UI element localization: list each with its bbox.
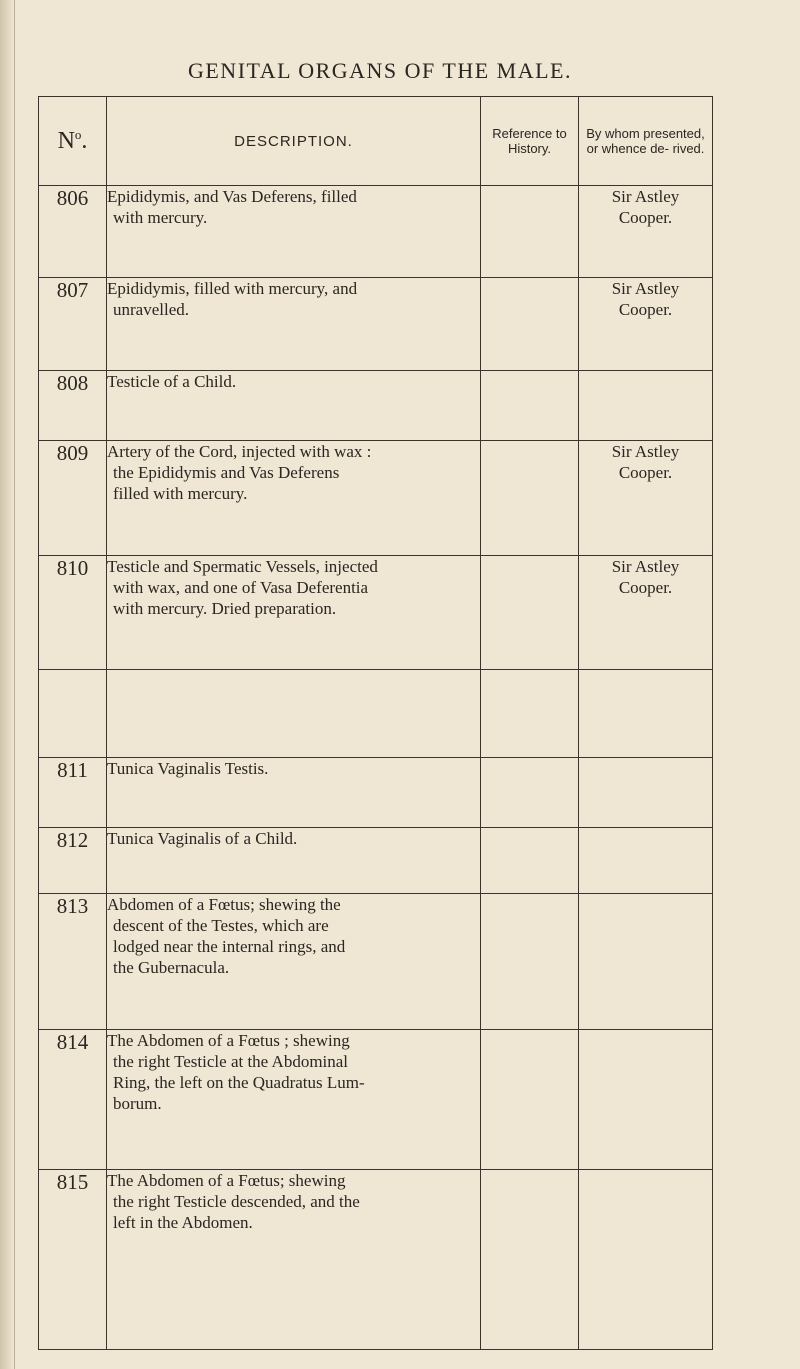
row-number: 814	[39, 1030, 107, 1170]
description-line: the right Testicle descended, and the	[113, 1192, 360, 1211]
table-row	[39, 278, 713, 371]
catalog-table	[38, 96, 713, 1350]
description-line: The Abdomen of a Fœtus; shewing	[107, 1171, 346, 1190]
description-line: filled with mercury.	[113, 484, 248, 503]
row-description	[107, 186, 481, 278]
description-line: Tunica Vaginalis Testis.	[107, 759, 269, 778]
header-description: DESCRIPTION.	[107, 97, 481, 186]
row-reference	[481, 1170, 579, 1350]
table-row	[39, 441, 713, 556]
row-reference	[481, 828, 579, 894]
row-by-whom	[579, 186, 713, 278]
description-line: Ring, the left on the Quadratus Lum-	[113, 1073, 365, 1092]
row-by-whom	[579, 278, 713, 371]
table-row-empty	[39, 670, 713, 758]
header-by-whom: By whom presented, or whence de- rived.	[579, 97, 713, 186]
row-description	[107, 278, 481, 371]
description-line: with mercury. Dried preparation.	[113, 599, 337, 618]
page-binding-edge	[0, 0, 15, 1369]
row-by-whom	[579, 670, 713, 758]
table-row	[39, 371, 713, 441]
row-by-whom	[579, 441, 713, 556]
row-number: 811	[39, 758, 107, 828]
row-description	[107, 758, 481, 828]
row-number	[39, 670, 107, 758]
by-whom-line: Cooper.	[618, 578, 673, 597]
row-reference	[481, 556, 579, 670]
description-line: Artery of the Cord, injected with wax :	[107, 442, 372, 461]
row-reference	[481, 758, 579, 828]
description-line: Testicle of a Child.	[107, 372, 237, 391]
header-number-suffix: .	[81, 128, 88, 154]
row-by-whom	[579, 1170, 713, 1350]
by-whom-line: Cooper.	[618, 300, 673, 319]
by-whom-line: Cooper.	[618, 463, 673, 482]
table-row	[39, 186, 713, 278]
description-line: with wax, and one of Vasa Deferentia	[113, 578, 369, 597]
description-line: Testicle and Spermatic Vessels, injected	[107, 557, 378, 576]
description-line: Epididymis, filled with mercury, and	[107, 279, 358, 298]
row-description	[107, 894, 481, 1030]
description-line: The Abdomen of a Fœtus ; shewing	[107, 1031, 350, 1050]
table-row	[39, 1170, 713, 1350]
description-line: the Epididymis and Vas Deferens	[113, 463, 340, 482]
description-line: left in the Abdomen.	[113, 1213, 253, 1232]
row-by-whom	[579, 758, 713, 828]
row-by-whom	[579, 371, 713, 441]
row-number: 810	[39, 556, 107, 670]
row-description	[107, 828, 481, 894]
row-description	[107, 670, 481, 758]
row-number: 815	[39, 1170, 107, 1350]
description-line: with mercury.	[113, 208, 208, 227]
row-by-whom	[579, 828, 713, 894]
row-number: 806	[39, 186, 107, 278]
by-whom-line: Sir Astley	[611, 557, 680, 576]
by-whom-line: Sir Astley	[611, 279, 680, 298]
by-whom-line: Sir Astley	[611, 187, 680, 206]
description-line: descent of the Testes, which are	[113, 916, 329, 935]
table-header-row	[39, 97, 713, 186]
row-number: 807	[39, 278, 107, 371]
description-line: the right Testicle at the Abdominal	[113, 1052, 349, 1071]
table-row	[39, 1030, 713, 1170]
description-line: Epididymis, and Vas Deferens, filled	[107, 187, 357, 206]
table-row	[39, 894, 713, 1030]
by-whom-line: Cooper.	[618, 208, 673, 227]
row-by-whom	[579, 556, 713, 670]
row-number: 809	[39, 441, 107, 556]
row-reference	[481, 894, 579, 1030]
row-reference	[481, 278, 579, 371]
by-whom-line: Sir Astley	[611, 442, 680, 461]
row-by-whom	[579, 894, 713, 1030]
row-description	[107, 441, 481, 556]
description-line: unravelled.	[113, 300, 189, 319]
row-reference	[481, 186, 579, 278]
description-line: lodged near the internal rings, and	[113, 937, 346, 956]
description-line: Abdomen of a Fœtus; shewing the	[107, 895, 341, 914]
row-number: 813	[39, 894, 107, 1030]
row-reference	[481, 670, 579, 758]
table-row	[39, 556, 713, 670]
table-row	[39, 758, 713, 828]
header-number-superscript: o	[74, 127, 82, 142]
row-reference	[481, 441, 579, 556]
description-line: the Gubernacula.	[113, 958, 230, 977]
row-reference	[481, 1030, 579, 1170]
row-description	[107, 371, 481, 441]
row-by-whom	[579, 1030, 713, 1170]
row-description	[107, 1030, 481, 1170]
row-description	[107, 556, 481, 670]
header-reference: Reference to History.	[481, 97, 579, 186]
table-row	[39, 828, 713, 894]
header-number	[39, 97, 107, 186]
row-description	[107, 1170, 481, 1350]
row-number: 808	[39, 371, 107, 441]
row-number: 812	[39, 828, 107, 894]
description-line: borum.	[113, 1094, 162, 1113]
row-reference	[481, 371, 579, 441]
description-line: Tunica Vaginalis of a Child.	[107, 829, 298, 848]
page-title: GENITAL ORGANS OF THE MALE.	[187, 58, 572, 83]
header-number-label: N	[57, 128, 75, 154]
